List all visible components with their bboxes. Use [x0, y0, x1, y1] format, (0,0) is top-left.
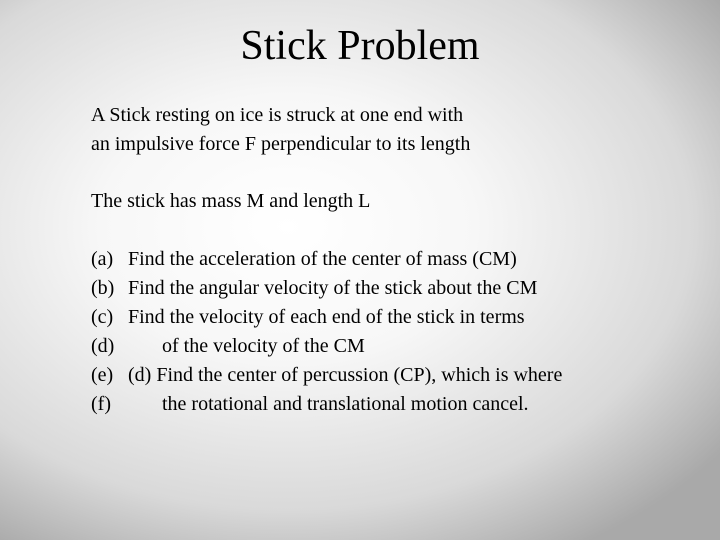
list-item: [91, 245, 562, 274]
item-text: the rotational and translational motion cancel.: [162, 393, 529, 415]
list-item: [91, 274, 562, 303]
item-label: (d): [91, 335, 115, 357]
item-text: of the velocity of the CM: [162, 335, 365, 357]
item-label: (e): [91, 364, 114, 386]
intro-paragraph: [91, 101, 470, 159]
intro-line-2: an impulsive force F perpendicular to its length: [91, 133, 471, 155]
intro-line-1: A Stick resting on ice is struck at one end with: [91, 104, 464, 126]
list-item: [91, 332, 562, 361]
list-item: [91, 361, 562, 390]
slide-title: Stick Problem: [240, 23, 480, 69]
item-text: Find the angular velocity of the stick about the CM: [128, 277, 538, 299]
item-label: (c): [91, 306, 114, 328]
item-label: (a): [91, 248, 114, 270]
item-text: Find the acceleration of the center of mass (CM): [128, 248, 517, 270]
item-text: Find the velocity of each end of the stick in terms: [128, 306, 525, 328]
item-text: (d) Find the center of percussion (CP), which is where: [128, 364, 563, 386]
list-item: [91, 390, 562, 419]
list-item: [91, 303, 562, 332]
question-list: [91, 245, 562, 419]
item-label: (b): [91, 277, 115, 299]
item-label: (f): [91, 393, 111, 415]
stick-description: The stick has mass M and length L: [91, 190, 371, 212]
